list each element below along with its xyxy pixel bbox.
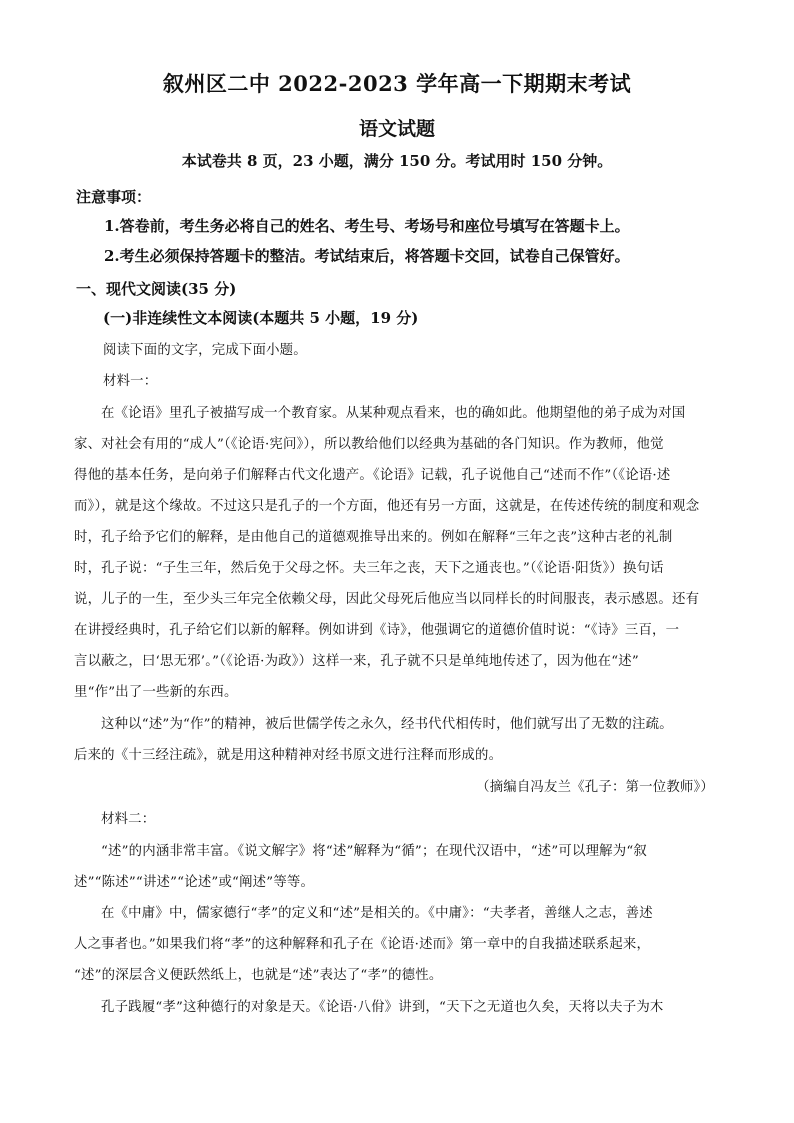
- material-1-line: 而》），就是这个缘故。不过这只是孔子的一个方面，他还有另一方面，这就是，在传述传统的制度和观念: [74, 499, 700, 514]
- material-1-line: 时，孔子说：“子生三年，然后免于父母之怀。夫三年之丧，天下之通丧也。”（《论语·阳货》）换句话: [74, 561, 664, 576]
- material-1-line: 时，孔子给予它们的解释，是由他自己的道德观推导出来的。例如在解释“三年之丧”这种古老的礼制: [74, 530, 673, 545]
- notice-item-1: 1.答卷前，考生务必将自己的姓名、考生号、考场号和座位号填写在答题卡上。: [104, 217, 630, 235]
- material-1-line: 在讲授经典时，孔子给它们以新的解释。例如讲到《诗》，他强调它的道德价值时说：“《诗》三百，一: [74, 623, 680, 638]
- material-1-source: （摘编自冯友兰《孔子：第一位教师》）: [476, 780, 714, 795]
- material-1-line: 说，儿子的一生，至少头三年完全依赖父母，因此父母死后他应当以同样长的时间服丧，表示感恩。还有: [74, 592, 700, 607]
- notice-heading: 注意事项：: [76, 188, 152, 206]
- section-heading: 一、现代文阅读(35 分): [76, 280, 237, 298]
- material-2-line: “述”的内涵非常丰富。《说文解字》将“述”解释为“循”；在现代汉语中，“述”可以理解为“叙: [101, 844, 647, 859]
- material-1-line: 在《论语》里孔子被描写成一个教育家。从某种观点看来，也的确如此。他期望他的弟子成为对国: [101, 406, 686, 421]
- material-2-line: 人之事者也。”如果我们将“孝”的这种解释和孔子在《论语·述而》第一章中的自我描述联系起来，: [74, 937, 651, 952]
- material-1-line: 得他的基本任务，是向弟子们解释古代文化遗产。《论语》记载，孔子说他自己“述而不作”（《论语·述: [74, 468, 671, 483]
- exam-title: 叙州区二中 2022-2023 学年高一下期期末考试: [162, 71, 632, 96]
- exam-info: 本试卷共 8 页，23 小题，满分 150 分。考试用时 150 分钟。: [181, 152, 613, 170]
- material-2-line: 在《中庸》中，儒家德行“孝”的定义和“述”是相关的。《中庸》：“夫孝者，善继人之志，善述: [101, 906, 653, 921]
- material-2-line: 述”“陈述”“讲述”“论述”或“阐述”等等。: [74, 875, 315, 890]
- notice-item-2: 2.考生必须保持答题卡的整洁。考试结束后，将答题卡交回，试卷自己保管好。: [104, 247, 630, 265]
- material-2-line: 孔子践履“孝”这种德行的对象是天。《论语·八佾》讲到，“天下之无道也久矣，天将以夫子为木: [101, 1000, 664, 1015]
- subject-title: 语文试题: [358, 118, 435, 140]
- material-2-label: 材料二：: [101, 812, 156, 827]
- material-1-para2-line: 这种以“述”为“作”的精神，被后世儒学传之永久，经书代代相传时，他们就写出了无数的注疏。: [101, 717, 673, 732]
- reading-instruction: 阅读下面的文字，完成下面小题。: [103, 343, 307, 358]
- material-1-para2-line: 后来的《十三经注疏》，就是用这种精神对经书原文进行注释而形成的。: [74, 748, 503, 763]
- material-1-line: 里“作”出了一些新的东西。: [74, 685, 238, 700]
- material-1-line: 言以蔽之，曰‘思无邪’。”（《论语·为政》）这样一来，孔子就不只是单纯地传述了，因为他在“述”: [74, 654, 639, 669]
- material-2-line: “述”的深层含义便跃然纸上，也就是“述”表达了“孝”的德性。: [74, 968, 443, 983]
- material-1-line: 家、对社会有用的“成人”（《论语·宪问》），所以教给他们以经典为基础的各门知识。作为教师，他觉: [74, 437, 664, 452]
- subsection-heading: (一)非连续性文本阅读(本题共 5 小题，19 分): [103, 309, 419, 327]
- material-1-label: 材料一：: [103, 374, 158, 389]
